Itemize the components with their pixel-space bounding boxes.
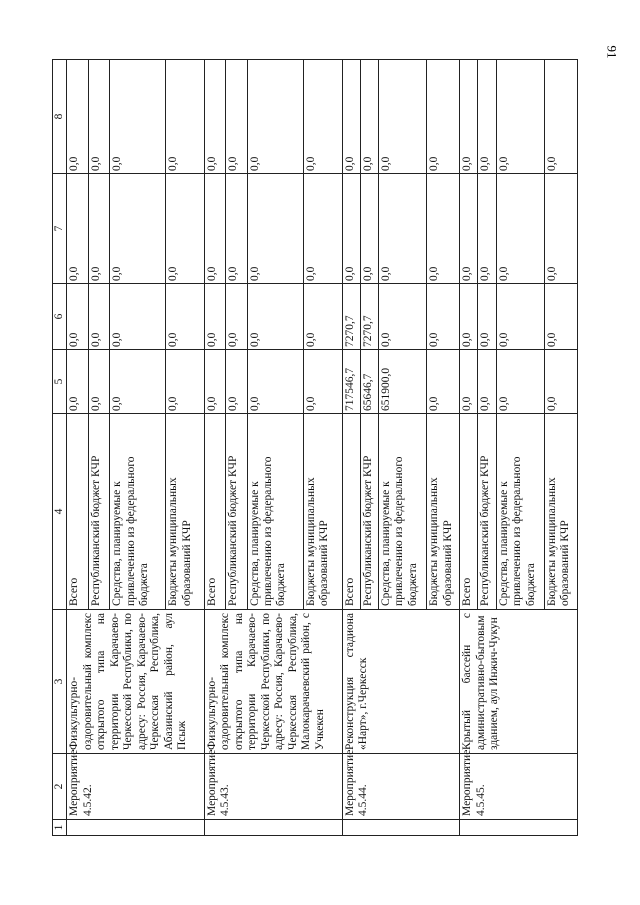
value-cell: 0,0	[427, 60, 460, 174]
header-row	[53, 60, 67, 836]
value-cell: 0,0	[67, 350, 88, 414]
activity-name: Физкультурно-оздоровительный комплекс открытого типа на территории Карачаево-Черкесской Республики, по адресу: Россия, Карачаево-Черкесская Республика, Малокарачаевский район, с Учкекен	[204, 610, 342, 754]
value-cell: 0,0	[378, 174, 426, 284]
value-cell: 0,0	[496, 284, 544, 350]
value-cell: 0,0	[360, 174, 378, 284]
value-cell: 0,0	[88, 174, 109, 284]
table-container	[52, 60, 578, 836]
col-header: 6	[53, 284, 67, 350]
value-cell: 0,0	[204, 174, 225, 284]
value-cell: 0,0	[204, 284, 225, 350]
funding-source: Республиканский бюджет КЧР	[88, 414, 109, 610]
funding-source: Бюджеты муниципальных образований КЧР	[427, 414, 460, 610]
activity-name: Физкультурно-оздоровительный комплекс открытого типа на территории Карачаево-Черкесской Республики, по адресу: Россия, Карачаево-Черкесская Республика, Абазинский район, аул Псыж	[67, 610, 205, 754]
row-number-cell	[67, 820, 205, 836]
value-cell: 0,0	[460, 174, 478, 284]
value-cell: 0,0	[226, 350, 247, 414]
value-cell: 0,0	[342, 174, 360, 284]
funding-source: Республиканский бюджет КЧР	[478, 414, 496, 610]
value-cell: 0,0	[247, 350, 303, 414]
activity-code: Мероприятие 4.5.43.	[204, 754, 342, 820]
value-cell: 0,0	[67, 174, 88, 284]
row-number-cell	[460, 820, 578, 836]
col-header: 1	[53, 820, 67, 836]
activity-name: Реконструкция стадиона «Нарт», г.Черкесск	[342, 610, 460, 754]
value-cell: 0,0	[478, 174, 496, 284]
value-cell: 0,0	[478, 350, 496, 414]
value-cell: 7270,7	[342, 284, 360, 350]
value-cell: 0,0	[496, 174, 544, 284]
funding-source: Средства, планируемые к привлечению из федерального бюджета	[247, 414, 303, 610]
budget-table	[52, 59, 578, 836]
activity-name: Крытый бассейн с административно-бытовым зданием, аул Инжич-Чукун	[460, 610, 578, 754]
value-cell: 0,0	[303, 60, 342, 174]
row-number-cell	[204, 820, 342, 836]
value-cell: 0,0	[303, 350, 342, 414]
value-cell: 0,0	[204, 60, 225, 174]
value-cell: 0,0	[166, 284, 205, 350]
value-cell: 0,0	[67, 284, 88, 350]
value-cell: 0,0	[460, 350, 478, 414]
value-cell: 0,0	[247, 174, 303, 284]
value-cell: 0,0	[496, 60, 544, 174]
value-cell: 0,0	[544, 60, 577, 174]
value-cell: 0,0	[460, 284, 478, 350]
value-cell: 0,0	[378, 284, 426, 350]
value-cell: 0,0	[226, 60, 247, 174]
page-number: 91	[604, 45, 620, 59]
value-cell: 0,0	[110, 284, 166, 350]
activity-code: Мероприятие 4.5.42.	[67, 754, 205, 820]
value-cell: 0,0	[226, 174, 247, 284]
funding-source: Средства, планируемые к привлечению из федерального бюджета	[378, 414, 426, 610]
value-cell: 0,0	[342, 60, 360, 174]
col-header: 8	[53, 60, 67, 174]
value-cell: 0,0	[544, 284, 577, 350]
value-cell: 65646,7	[360, 350, 378, 414]
value-cell: 0,0	[110, 60, 166, 174]
value-cell: 0,0	[88, 284, 109, 350]
funding-source: Всего	[460, 414, 478, 610]
funding-source: Бюджеты муниципальных образований КЧР	[303, 414, 342, 610]
value-cell: 0,0	[303, 174, 342, 284]
value-cell: 0,0	[110, 350, 166, 414]
table-row	[204, 60, 225, 836]
funding-source: Средства, планируемые к привлечению из федерального бюджета	[496, 414, 544, 610]
funding-source: Республиканский бюджет КЧР	[226, 414, 247, 610]
value-cell: 717546,7	[342, 350, 360, 414]
value-cell: 0,0	[247, 60, 303, 174]
col-header: 7	[53, 174, 67, 284]
funding-source: Всего	[67, 414, 88, 610]
funding-source: Бюджеты муниципальных образований КЧР	[166, 414, 205, 610]
table-row	[460, 60, 478, 836]
value-cell: 0,0	[360, 60, 378, 174]
col-header: 3	[53, 610, 67, 754]
value-cell: 0,0	[166, 60, 205, 174]
activity-code: Мероприятие 4.5.44.	[342, 754, 460, 820]
value-cell: 0,0	[166, 174, 205, 284]
col-header: 2	[53, 754, 67, 820]
value-cell: 0,0	[67, 60, 88, 174]
value-cell: 0,0	[427, 174, 460, 284]
value-cell: 0,0	[496, 350, 544, 414]
value-cell: 0,0	[427, 284, 460, 350]
col-header: 4	[53, 414, 67, 610]
activity-code: Мероприятие 4.5.45.	[460, 754, 578, 820]
value-cell: 0,0	[303, 284, 342, 350]
value-cell: 0,0	[478, 284, 496, 350]
value-cell: 0,0	[88, 60, 109, 174]
table-row	[342, 60, 360, 836]
funding-source: Средства, планируемые к привлечению из федерального бюджета	[110, 414, 166, 610]
value-cell: 0,0	[166, 350, 205, 414]
table-row	[67, 60, 88, 836]
value-cell: 0,0	[460, 60, 478, 174]
value-cell: 651900,0	[378, 350, 426, 414]
value-cell: 0,0	[247, 284, 303, 350]
value-cell: 0,0	[204, 350, 225, 414]
table-body	[67, 60, 578, 836]
col-header: 5	[53, 350, 67, 414]
funding-source: Бюджеты муниципальных образований КЧР	[544, 414, 577, 610]
value-cell: 7270,7	[360, 284, 378, 350]
value-cell: 0,0	[544, 350, 577, 414]
funding-source: Всего	[342, 414, 360, 610]
funding-source: Всего	[204, 414, 225, 610]
value-cell: 0,0	[378, 60, 426, 174]
funding-source: Республиканский бюджет КЧР	[360, 414, 378, 610]
value-cell: 0,0	[544, 174, 577, 284]
value-cell: 0,0	[88, 350, 109, 414]
value-cell: 0,0	[110, 174, 166, 284]
value-cell: 0,0	[427, 350, 460, 414]
value-cell: 0,0	[226, 284, 247, 350]
value-cell: 0,0	[478, 60, 496, 174]
row-number-cell	[342, 820, 460, 836]
